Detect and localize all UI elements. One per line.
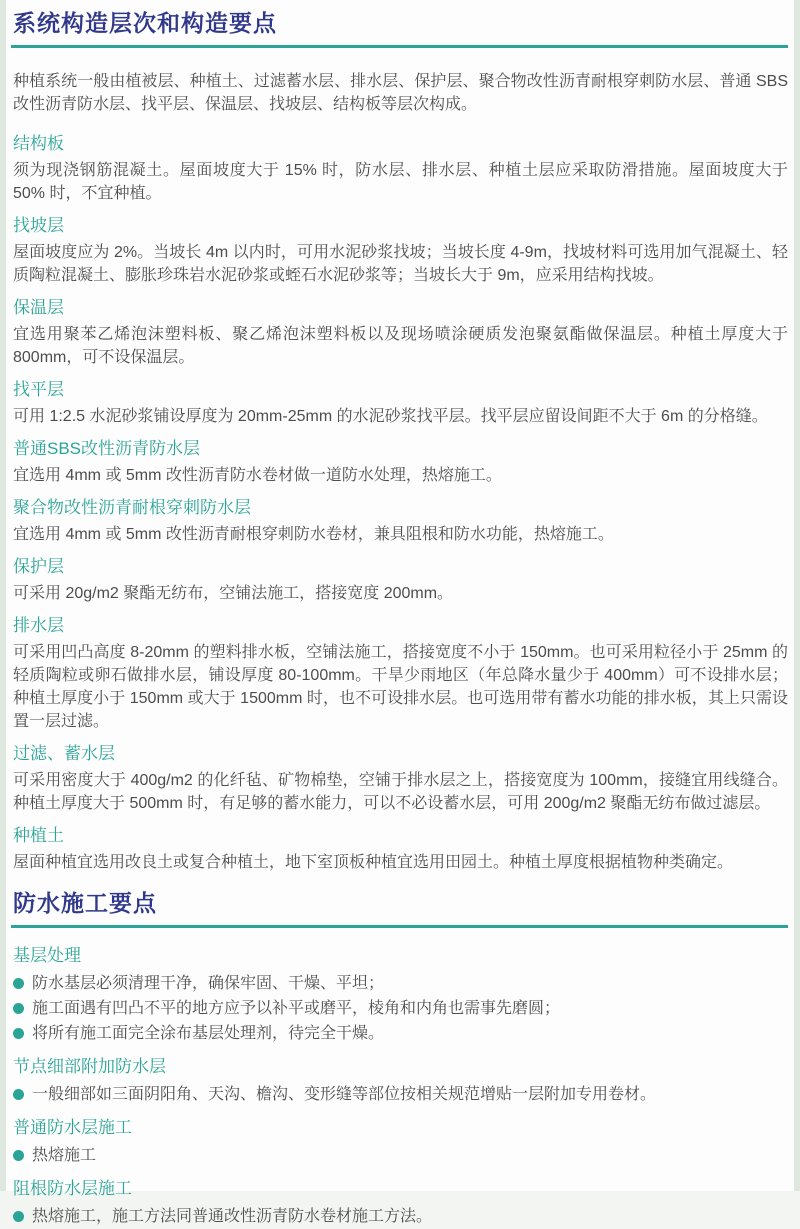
bullet-text: 一般细部如三面阴阳角、天沟、檐沟、变形缝等部位按相关规范增贴一层附加专用卷材。: [32, 1086, 657, 1103]
bullet-text: 将所有施工面完全涂布基层处理剂，待完全干燥。: [32, 1025, 385, 1042]
bullet-item: [13, 996, 788, 1021]
section-paragraph: 须为现浇钢筋混凝土。屋面坡度大于 15% 时，防水层、排水层、种植土层应采取防滑措施。屋面坡度大于 50% 时，不宜种植。: [13, 162, 788, 202]
section-heading-protection-layer: 保护层: [13, 557, 64, 576]
section-heading-leveling-layer: 找平层: [13, 380, 64, 399]
section-heading-ordinary-waterproof-construction: 普通防水层施工: [13, 1118, 132, 1137]
section-heading-insulation-layer: 保温层: [13, 298, 64, 317]
bullet-text: 热熔施工: [32, 1147, 97, 1164]
section-heading-root-barrier-construction: 阻根防水层施工: [13, 1179, 132, 1198]
bullet-dot-icon: [13, 1150, 24, 1161]
bullet-item: [13, 1143, 788, 1168]
bullet-item: [13, 1021, 788, 1046]
bullet-text: 施工面遇有凹凸不平的地方应予以补平或磨平，棱角和内角也需事先磨圆；: [32, 1000, 561, 1017]
page-title-system-layers: 系统构造层次和构造要点: [13, 10, 277, 36]
bullet-list: [13, 971, 788, 1046]
section-heading-base-treatment: 基层处理: [13, 946, 81, 965]
title-divider: [11, 925, 788, 928]
section-heading-structural-slab: 结构板: [13, 134, 64, 153]
section-paragraph: 屋面坡度应为 2%。当坡长 4m 以内时，可用水泥砂浆找坡；当坡长度 4-9m，找坡材料可选用加气混凝土、轻质陶粒混凝土、膨胀珍珠岩水泥砂浆或蛭石水泥砂浆等；当坡长大于 9m，应采用结构找坡。: [13, 244, 788, 284]
section-paragraph: 可用 1:2.5 水泥砂浆铺设厚度为 20mm-25mm 的水泥砂浆找平层。找平层应留设间距不大于 6m 的分格缝。: [13, 408, 768, 425]
section-heading-planting-soil: 种植土: [13, 826, 64, 845]
bullet-item: [13, 1082, 788, 1107]
section-paragraph: 宜选用聚苯乙烯泡沫塑料板、聚乙烯泡沫塑料板以及现场喷涂硬质发泡聚氨酯做保温层。种植土厚度大于 800mm，可不设保温层。: [13, 326, 788, 366]
intro-paragraph: 种植系统一般由植被层、种植土、过滤蓄水层、排水层、保护层、聚合物改性沥青耐根穿刺防水层、普通 SBS 改性沥青防水层、找平层、保温层、找坡层、结构板等层次构成。: [13, 73, 788, 113]
bullet-list: [13, 1204, 788, 1229]
bullet-dot-icon: [13, 1211, 24, 1222]
section-paragraph: 屋面种植宜选用改良土或复合种植土，地下室顶板种植宜选用田园土。种植土厚度根据植物种类确定。: [13, 854, 734, 871]
bullet-list: [13, 1143, 788, 1168]
page-title-waterproof-construction: 防水施工要点: [13, 890, 157, 916]
bullet-dot-icon: [13, 1089, 24, 1100]
title-divider: [11, 45, 788, 48]
bullet-item: [13, 1204, 788, 1229]
bullet-dot-icon: [13, 978, 24, 989]
section-paragraph: 宜选用 4mm 或 5mm 改性沥青防水卷材做一道防水处理，热熔施工。: [13, 467, 502, 484]
section-heading-filter-storage-layer: 过滤、蓄水层: [13, 744, 115, 763]
bullet-dot-icon: [13, 1003, 24, 1014]
section-paragraph: 可采用 20g/m2 聚酯无纺布，空铺法施工，搭接宽度 200mm。: [13, 585, 454, 602]
bullet-item: [13, 971, 788, 996]
section-heading-slope-layer: 找坡层: [13, 216, 64, 235]
section-heading-detail-extra-waterproof: 节点细部附加防水层: [13, 1057, 166, 1076]
section-paragraph: 可采用密度大于 400g/m2 的化纤毡、矿物棉垫，空铺于排水层之上，搭接宽度为 100mm，接缝宜用线缝合。种植土厚度大于 500mm 时，有足够的蓄水能力，可以不必设蓄水层，可用 200g/m2 聚酯无纺布做过滤层。: [13, 772, 788, 812]
section-heading-sbs-waterproof-layer: 普通SBS改性沥青防水层: [13, 439, 201, 458]
section-paragraph: 可采用凹凸高度 8-20mm 的塑料排水板，空铺法施工，搭接宽度不小于 150mm。也可采用粒径小于 25mm 的轻质陶粒或卵石做排水层，铺设厚度 80-100mm。干旱少雨地区（年总降水量少于 400mm）可不设排水层；种植土厚度小于 150mm 或大于 1500mm 时，也不可设排水层。也可选用带有蓄水功能的排水板，其上只需设置一层过滤。: [13, 644, 788, 730]
section-heading-root-puncture-waterproof-layer: 聚合物改性沥青耐根穿刺防水层: [13, 498, 251, 517]
bullet-dot-icon: [13, 1028, 24, 1039]
section-paragraph: 宜选用 4mm 或 5mm 改性沥青耐根穿刺防水卷材，兼具阻根和防水功能，热熔施工。: [13, 526, 614, 543]
bullet-text: 防水基层必须清理干净，确保牢固、干燥、平坦；: [32, 975, 385, 992]
bullet-text: 热熔施工，施工方法同普通改性沥青防水卷材施工方法。: [32, 1208, 433, 1225]
bullet-list: [13, 1082, 788, 1107]
section-heading-drainage-layer: 排水层: [13, 616, 64, 635]
